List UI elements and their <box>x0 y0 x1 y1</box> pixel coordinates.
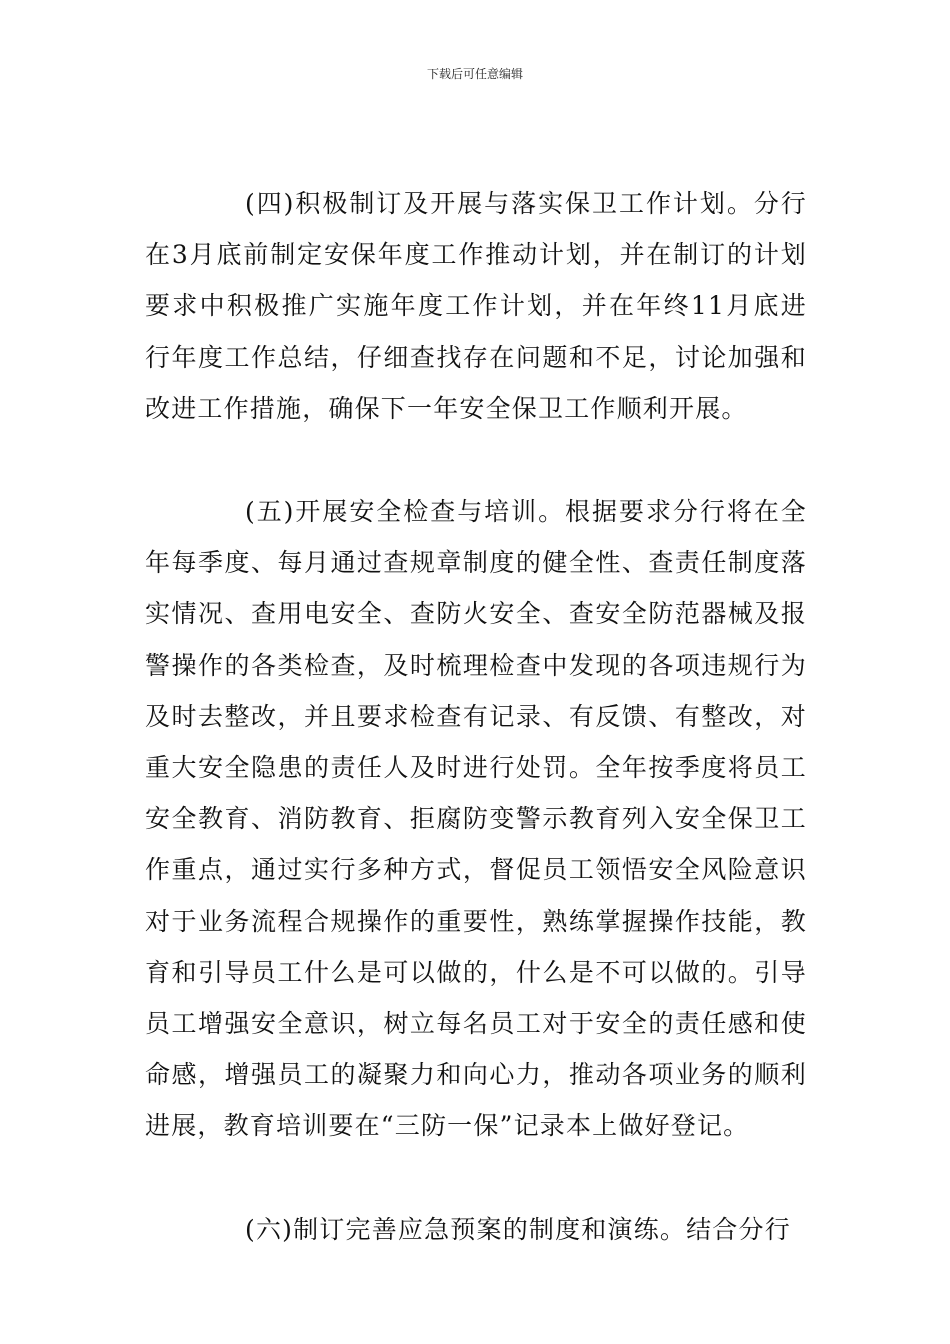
document-body <box>145 178 807 1255</box>
paragraph-section-5: (五)开展安全检查与培训。根据要求分行将在全年每季度、每月通过查规章制度的健全性、查责任制度落实情况、查用电安全、查防火安全、查安全防范器械及报警操作的各类检查，及时梳理检查中发现的各项违规行为及时去整改，并且要求检查有记录、有反馈、有整改，对重大安全隐患的责任人及时进行处罚。全年按季度将员工安全教育、消防教育、拒腐防变警示教育列入安全保卫工作重点，通过实行多种方式，督促员工领悟安全风险意识对于业务流程合规操作的重要性，熟练掌握操作技能，教育和引导员工什么是可以做的，什么是不可以做的。引导员工增强安全意识，树立每名员工对于安全的责任感和使命感，增强员工的凝聚力和向心力，推动各项业务的顺利进展，教育培训要在“三防一保”记录本上做好登记。 <box>145 497 807 1141</box>
page-header-note: 下载后可任意编辑 <box>426 67 523 81</box>
paragraph-section-6: (六)制订完善应急预案的制度和演练。结合分行 <box>245 1214 791 1244</box>
paragraph-section-4: (四)积极制订及开展与落实保卫工作计划。分行在3月底前制定安保年度工作推动计划，并在制订的计划要求中积极推广实施年度工作计划，并在年终11月底进行年度工作总结，仔细查找存在问题和不足，讨论加强和改进工作措施，确保下一年安全保卫工作顺利开展。 <box>145 189 807 423</box>
